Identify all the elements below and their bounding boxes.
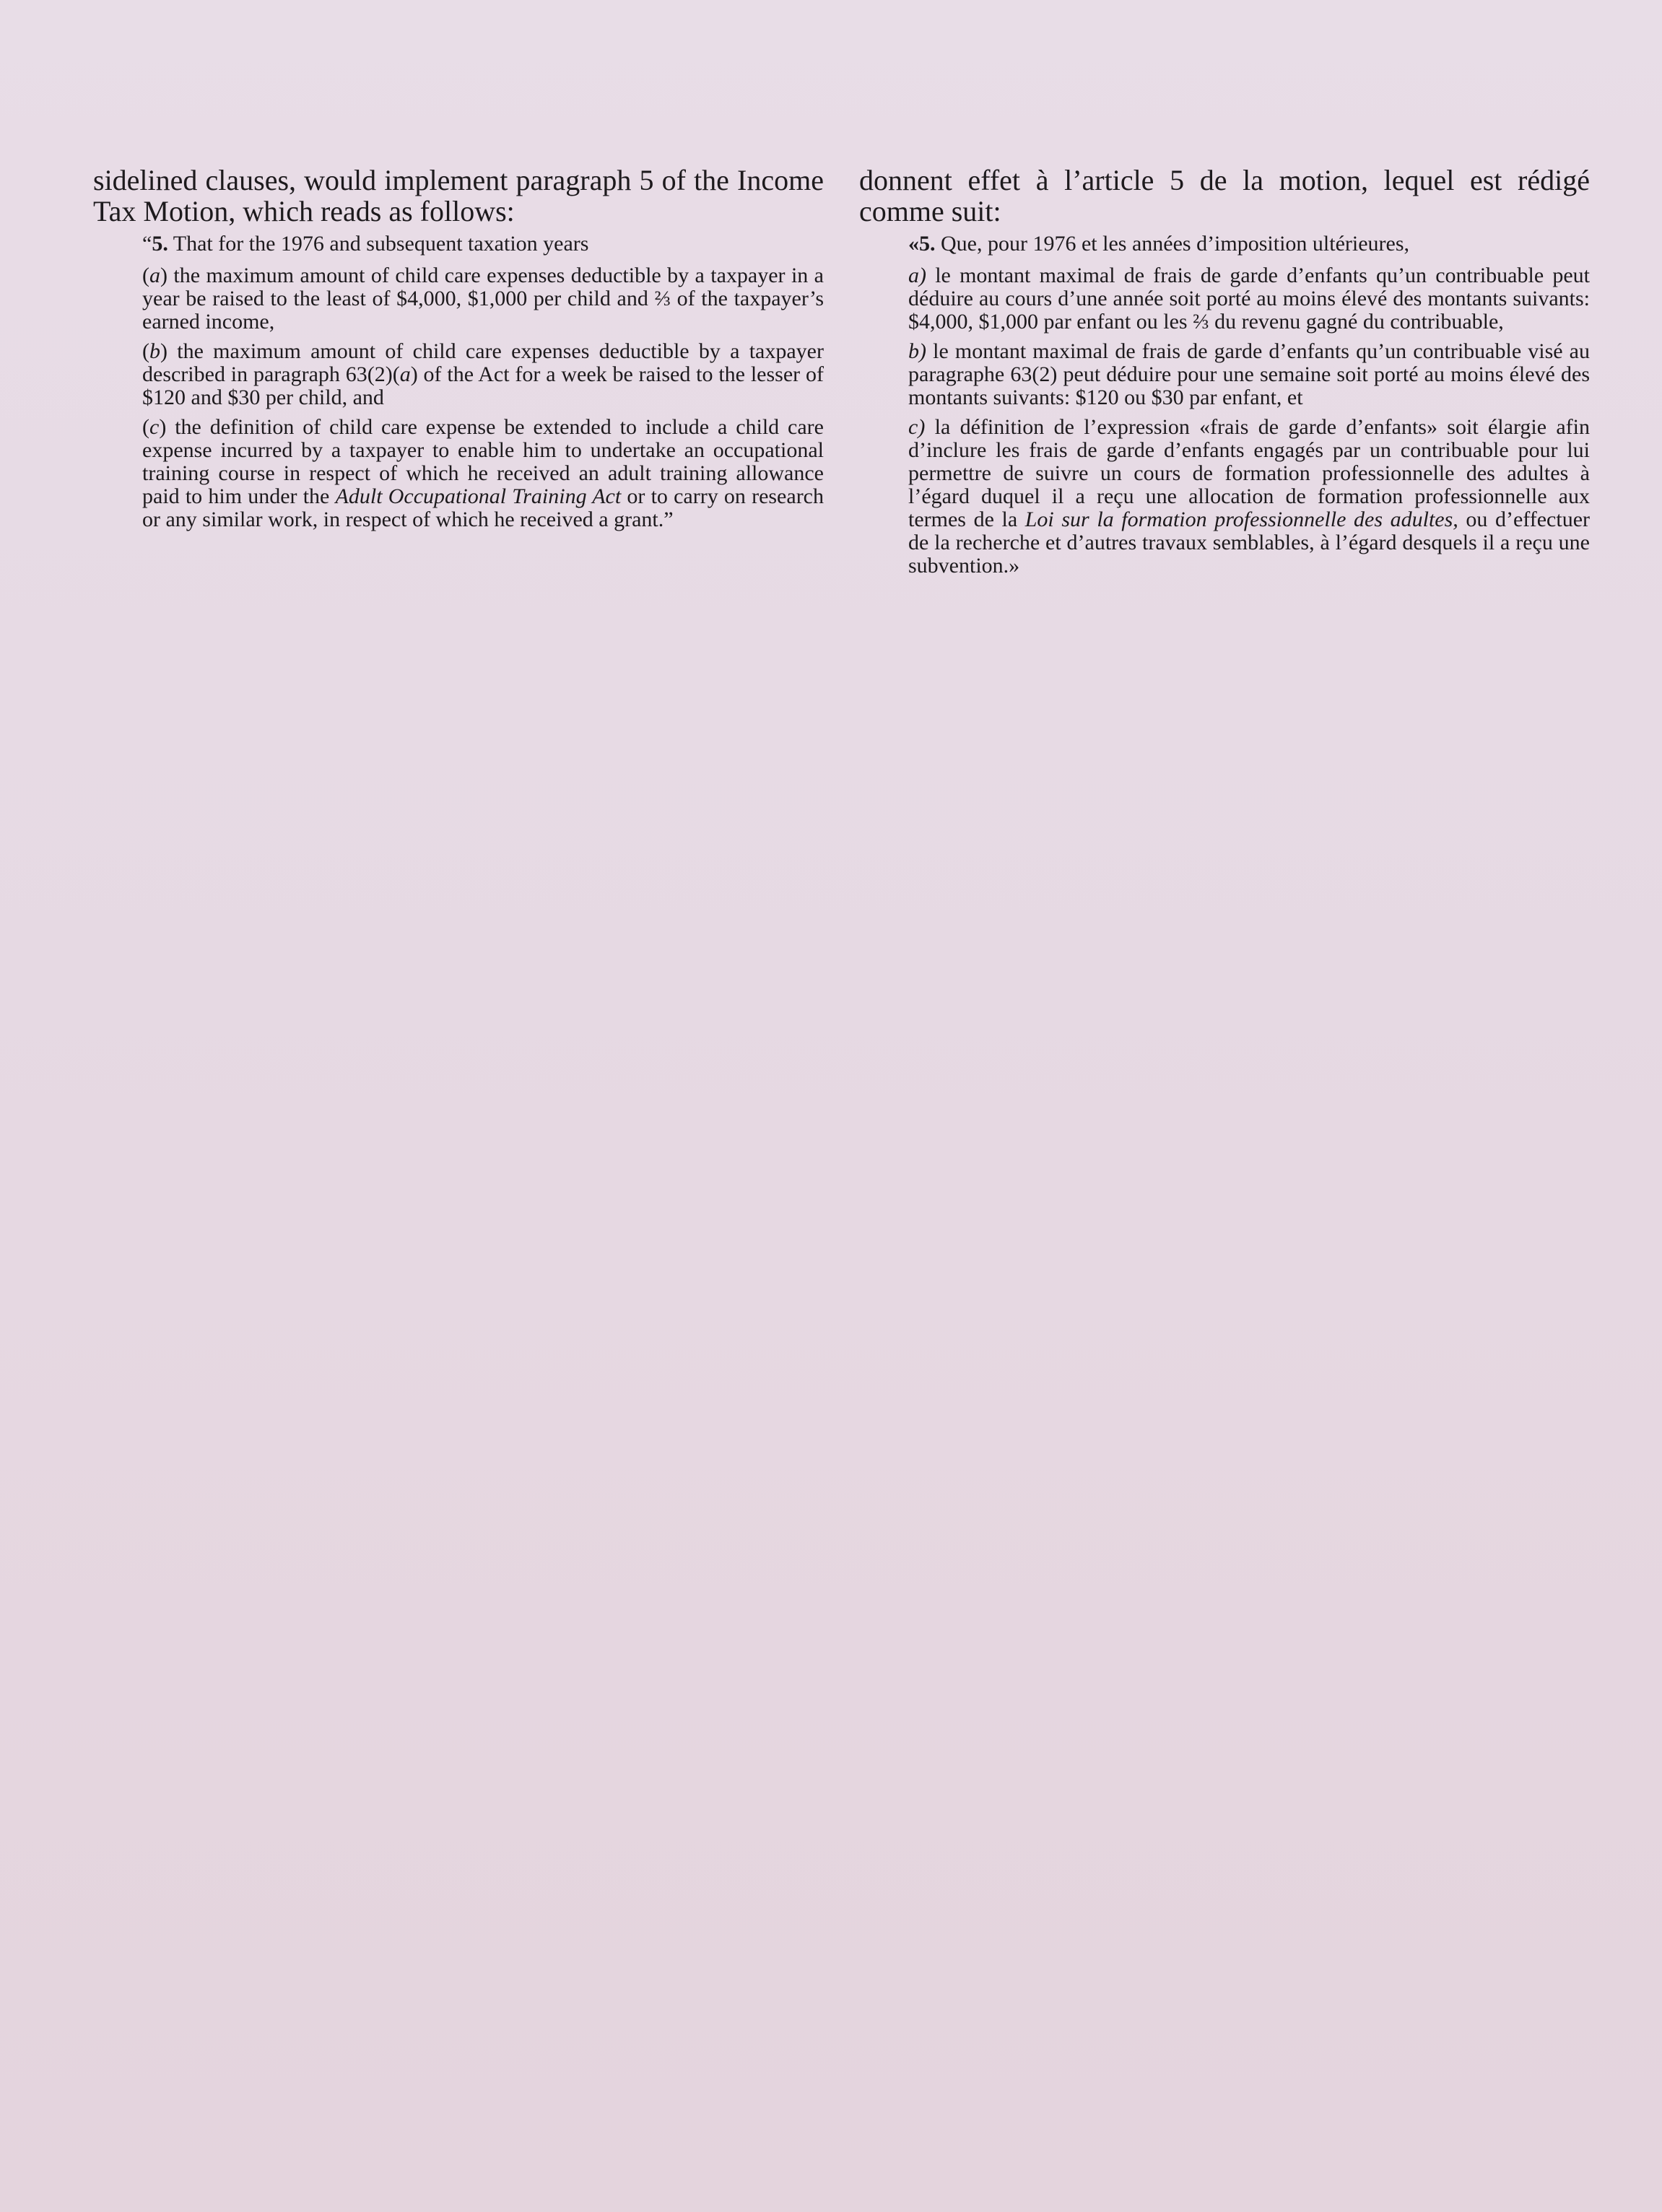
french-item-c xyxy=(908,416,1590,578)
act-title: Adult Occupational Training Act xyxy=(335,484,622,508)
item-label: a) xyxy=(908,264,926,287)
quote-mark: “ xyxy=(142,232,152,256)
english-column xyxy=(93,165,824,538)
paragraph-reference: a xyxy=(399,362,411,386)
item-text: le montant maximal de frais de garde d’enfants qu’un contribuable peut déduire au cours d’une année soit porté au moins élevé des montants suivants: $4,000, $1,000 par enfant ou les ⅔ du revenu gagné du contribuable, xyxy=(908,264,1590,334)
french-lead-paragraph: donnent effet à l’article 5 de la motion, lequel est rédigé comme suit: xyxy=(859,164,1590,227)
english-item-a: (a) the maximum amount of child care expenses deductible by a taxpayer in a year be raised to the least of $4,000, $1,000 per child and ⅔ of the taxpayer’s earned income, xyxy=(142,264,824,334)
paragraph-number: «5. xyxy=(908,232,936,256)
item-label: b) xyxy=(908,339,926,363)
item-text: the maximum amount of child care expenses deductible by a taxpayer described in paragraph 63(2)( xyxy=(142,339,824,386)
english-item-c: (c) the definition of child care expense be extended to include a child care expense incurred by a taxpayer to enable him to undertake an occupational training course in respect of which he received an adult training allowance paid to him under the Adult Occupational Training Act or to carry on research or any similar work, in respect of which he received a grant.” xyxy=(142,415,824,531)
act-title: Loi sur la formation professionnelle des adultes, xyxy=(1024,508,1458,531)
french-motion-quote xyxy=(908,232,1590,578)
english-motion-intro xyxy=(142,232,824,256)
english-lead-paragraph: sidelined clauses, would implement paragraph 5 of the Income Tax Motion, which reads as follows: xyxy=(93,164,824,227)
item-text-cont: ou d’effectuer de la recherche et d’autres travaux semblables, à l’égard desquels il a reçu une subvention.» xyxy=(908,508,1591,578)
paragraph-number: 5. xyxy=(152,232,168,256)
item-label: a xyxy=(149,264,160,287)
item-text: the definition of child care expense be extended to include a child care expense incurred by a taxpayer to enable him to undertake an occupational training course in respect of which he received an adult training allowance paid to him under the xyxy=(142,415,824,508)
intro-text: That for the 1976 and subsequent taxation years xyxy=(167,232,589,256)
item-label: c) xyxy=(908,415,926,439)
item-label: b xyxy=(149,339,160,363)
item-text: the maximum amount of child care expenses deductible by a taxpayer in a year be raised to the least of $4,000, $1,000 per child and ⅔ of the taxpayer’s earned income, xyxy=(142,264,824,334)
english-motion-quote xyxy=(142,232,824,531)
item-text: la définition de l’expression «frais de garde d’enfants» soit élargie afin d’inclure les frais de garde d’enfants engagés par un contribuable pour lui permettre de suivre un cours de formation professionnelle des adultes à l’égard duquel il a reçu une allocation de formation professionnelle aux termes de la xyxy=(908,415,1590,531)
french-item-a xyxy=(908,264,1590,334)
french-motion-intro xyxy=(908,232,1590,256)
item-text: le montant maximal de frais de garde d’enfants qu’un contribuable visé au paragraphe 63(2) peut déduire pour une semaine soit porté au moins élevé des montants suivants: $120 ou $30 par enfant, et xyxy=(908,339,1590,409)
item-text-cont: or to carry on research or any similar work, in respect of which he received a grant.” xyxy=(142,484,824,531)
intro-text: Que, pour 1976 et les années d’imposition ultérieures, xyxy=(935,232,1410,256)
french-column xyxy=(859,165,1590,584)
french-item-b xyxy=(908,340,1590,409)
item-label: c xyxy=(149,415,160,439)
item-text-cont: ) of the Act for a week be raised to the lesser of $120 and $30 per child, and xyxy=(142,362,824,409)
english-item-b: (b) the maximum amount of child care expenses deductible by a taxpayer described in paragraph 63(2)(a) of the Act for a week be raised to the lesser of $120 and $30 per child, and xyxy=(142,339,824,409)
